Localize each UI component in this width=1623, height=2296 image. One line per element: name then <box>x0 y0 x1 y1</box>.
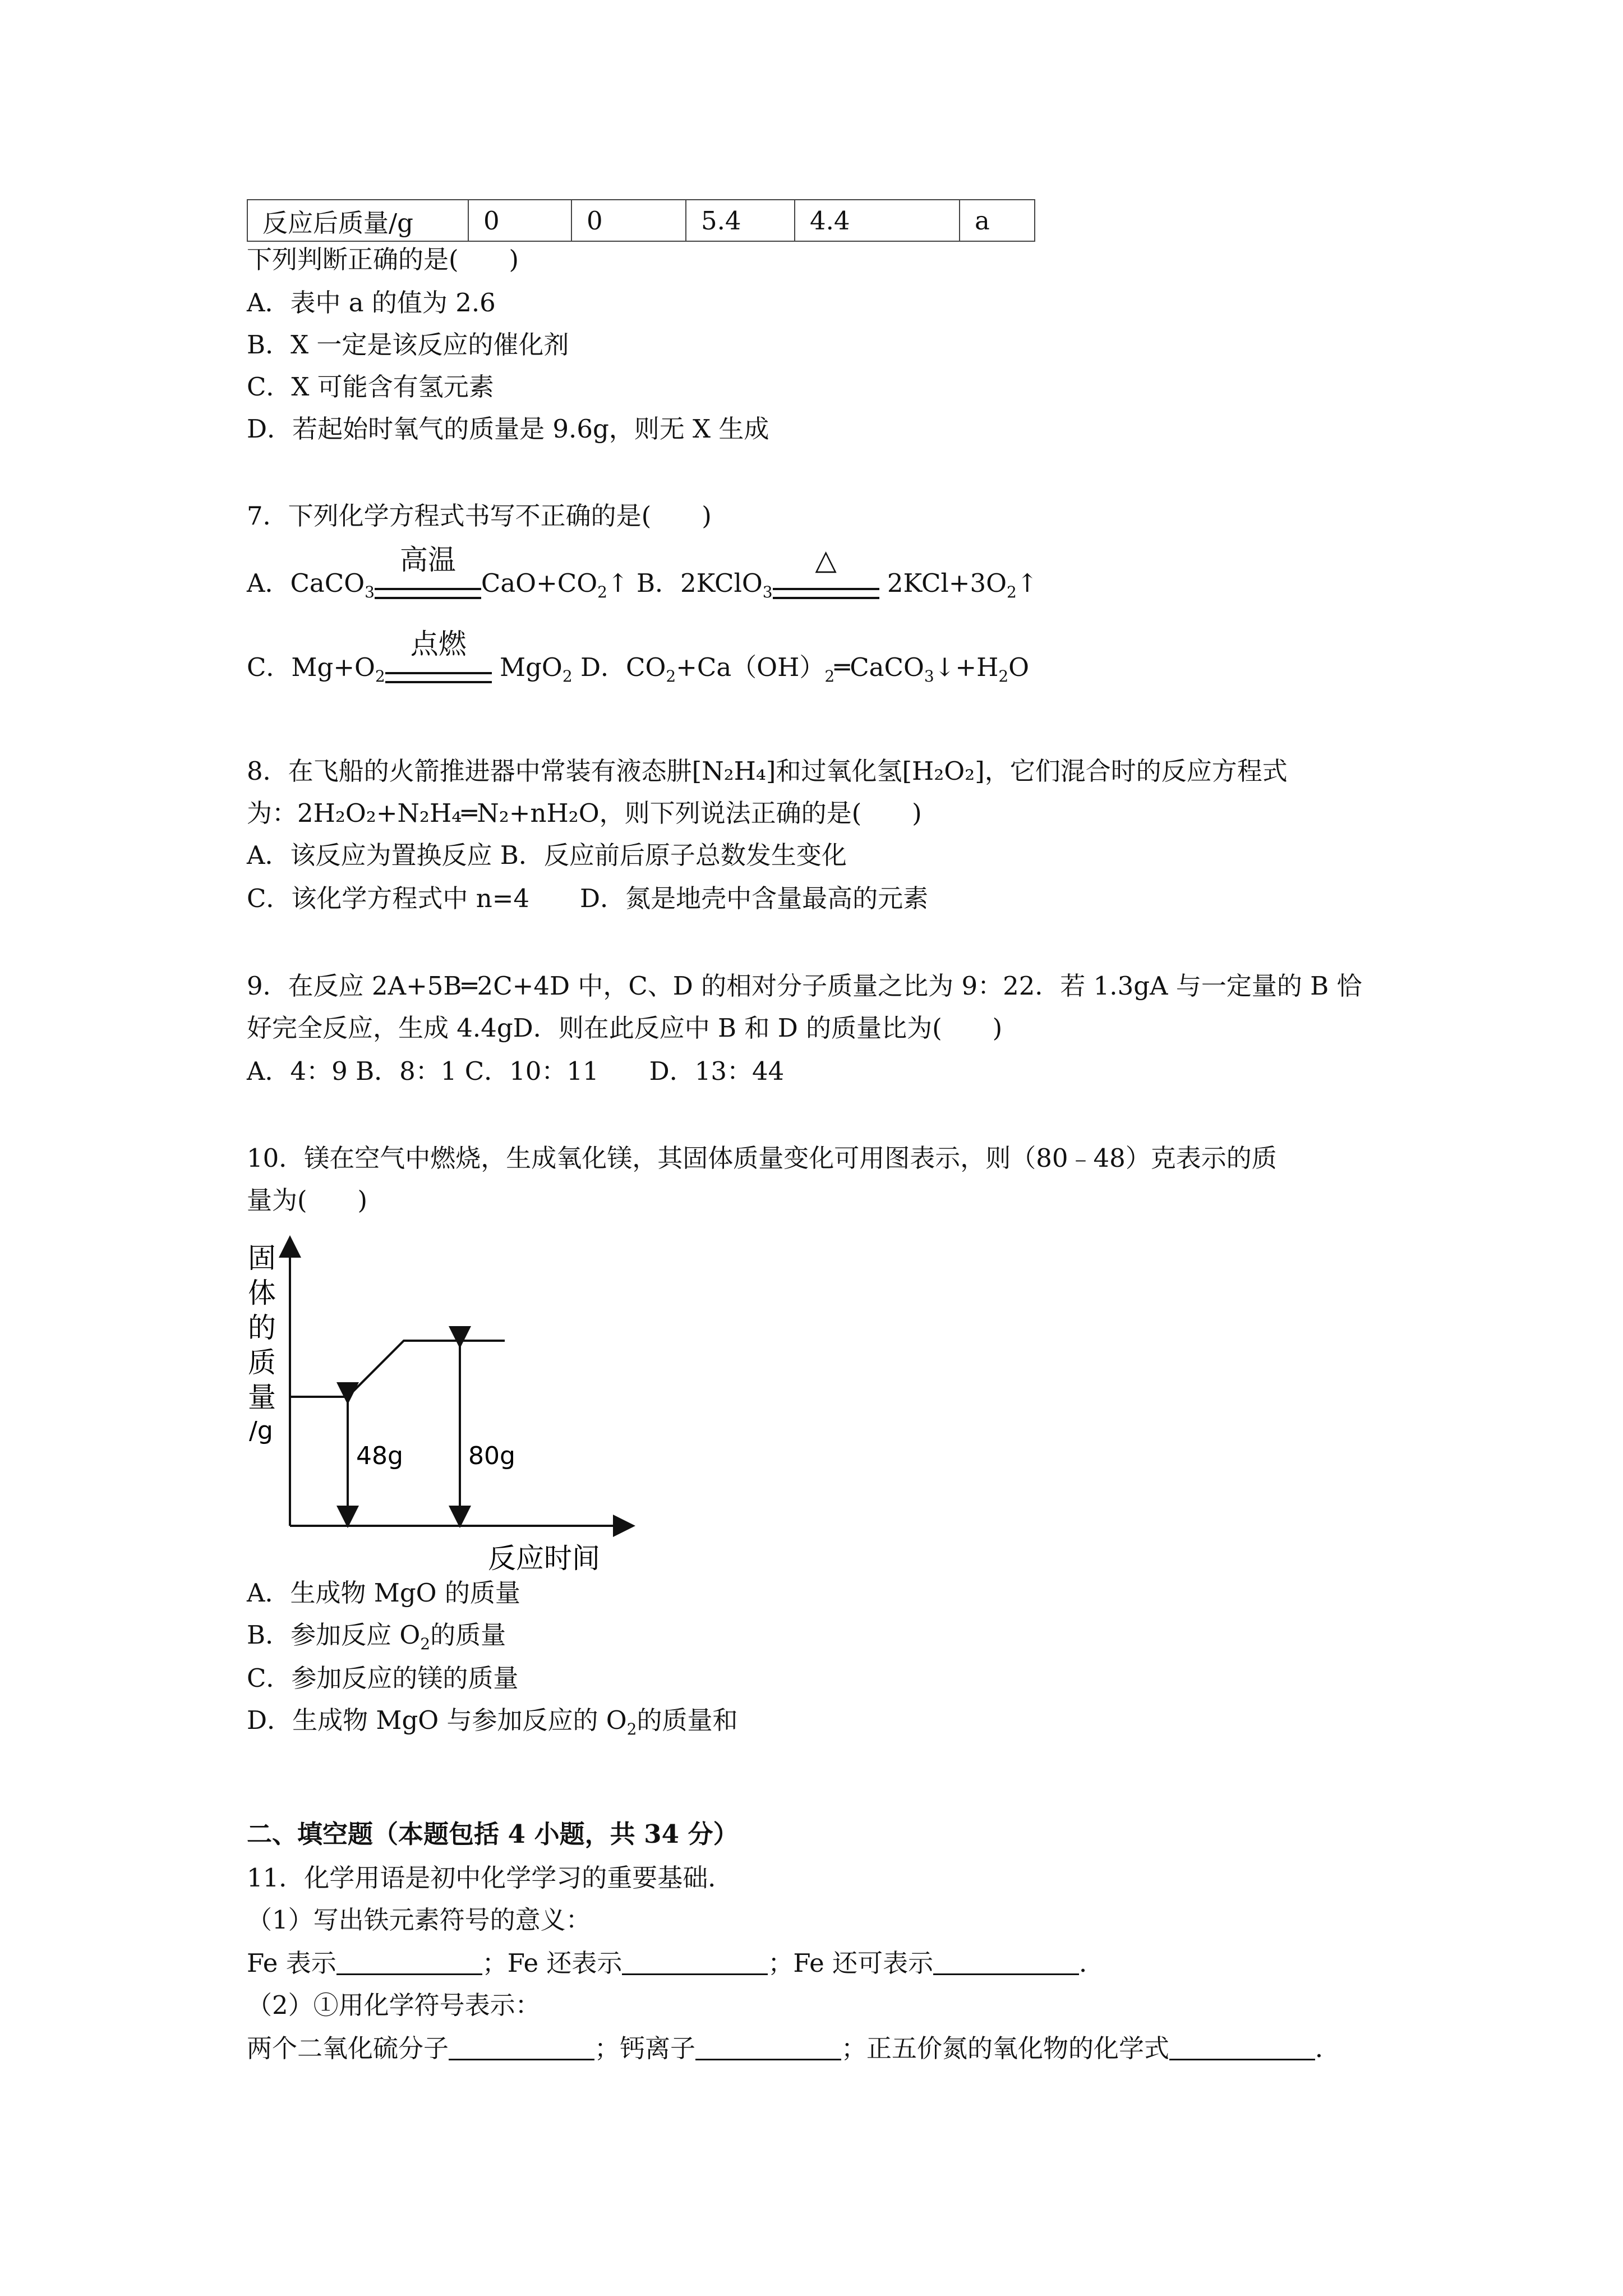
q9-line2: 好完全反应，生成 4.4gD．则在此反应中 B 和 D 的质量比为( ) <box>247 1013 1003 1043</box>
q7-stem: 7．下列化学方程式书写不正确的是( ) <box>247 501 712 531</box>
table-cell: 0 <box>571 200 686 241</box>
q7-options-cd: C．$Mg+O_2$ 点燃 MgO$_2$ D．$CO_2+Ca(OH)_2═CaCO_3↓+H_2O$ <box>247 651 1029 693</box>
q10-option-d: D．生成物 MgO 与参加反应的 $O_2$的质量和 <box>247 1705 738 1738</box>
label-48g: 48g <box>356 1442 403 1470</box>
q6-option-b: B．X 一定是该反应的催化剂 <box>247 330 569 360</box>
q7-options-ab: A．CaCO$_3$ 高温 $CaO+CO_2↑$ B．2KClO$_3$ △ $2KCl+3O_2↑$ <box>247 567 1038 609</box>
section-title: 二、填空题（本题包括 4 小题，共 34 分） <box>247 1819 739 1849</box>
condition-high-temp: 高温 <box>375 576 481 609</box>
q10-line1: 10．镁在空气中燃烧，生成氧化镁，其固体质量变化可用图表示，则（80﹣48）克表示的质 <box>247 1143 1277 1173</box>
q9-options: A．4：9 B．8：1 C．10：11 D．13：44 <box>247 1056 785 1086</box>
q11-symbol-row: 两个二氧化硫分子 ；钙离子 ；正五价氮的氧化物的化学式 ． <box>247 2033 1341 2063</box>
q8-options-cd: C．该化学方程式中 n=4 D．氮是地壳中含量最高的元素 <box>247 884 929 913</box>
q8-options-ab: A．该反应为置换反应 B．反应前后原子总数发生变化 <box>247 840 847 870</box>
data-table <box>247 199 1035 242</box>
q8-line2: 为：2H₂O₂+N₂H₄═N₂+nH₂O，则下列说法正确的是( ) <box>247 798 922 828</box>
answer-blank[interactable] <box>933 1951 1079 1975</box>
q6-stem: 下列判断正确的是( ) <box>247 245 519 274</box>
q10-option-c: C．参加反应的镁的质量 <box>247 1663 519 1693</box>
condition-heat: △ <box>773 576 879 609</box>
table-cell: a <box>960 200 1035 241</box>
y-label-char: 的 <box>248 1312 276 1344</box>
table-cell: 反应后质量/g <box>247 200 468 241</box>
q11-part1: （1）写出铁元素符号的意义： <box>247 1905 591 1935</box>
q10-option-b: B．参加反应 $O_2$的质量 <box>247 1620 506 1653</box>
q11-stem: 11．化学用语是初中化学学习的重要基础． <box>247 1863 734 1893</box>
q8-line1: 8．在飞船的火箭推进器中常装有液态肼[N₂H₄]和过氧化氢[H₂O₂]，它们混合时的反应方程式 <box>247 756 1288 786</box>
q6-option-d: D．若起始时氧气的质量是 9.6g，则无 X 生成 <box>247 414 769 444</box>
answer-blank[interactable] <box>336 1951 482 1975</box>
y-label-char: 体 <box>248 1277 276 1309</box>
answer-blank[interactable] <box>1169 2036 1315 2060</box>
answer-blank[interactable] <box>622 1951 768 1975</box>
label-80g: 80g <box>468 1442 515 1470</box>
q6-option-a: A．表中 a 的值为 2.6 <box>247 288 496 318</box>
q10-line2: 量为( ) <box>247 1185 368 1215</box>
table-cell: 0 <box>468 200 571 241</box>
table-cell: 4.4 <box>795 200 960 241</box>
q9-line1: 9．在反应 2A+5B═2C+4D 中，C、D 的相对分子质量之比为 9：22．若 1.3gA 与一定量的 B 恰 <box>247 971 1362 1001</box>
y-label-char: 质 <box>248 1346 276 1379</box>
mass-curve <box>290 1341 505 1397</box>
y-label-char: 量 <box>248 1381 276 1414</box>
table-cell: 5.4 <box>686 200 795 241</box>
mass-time-graph <box>241 1228 645 1588</box>
y-label-char: /g <box>249 1416 273 1445</box>
table-row <box>247 200 1035 241</box>
q11-part2: （2）①用化学符号表示： <box>247 1990 541 2020</box>
answer-blank[interactable] <box>695 2036 841 2060</box>
q6-option-c: C．X 可能含有氢元素 <box>247 372 494 402</box>
answer-blank[interactable] <box>449 2036 594 2060</box>
q11-fe-row: Fe 表示 ；Fe 还表示 ；Fe 还可表示 ． <box>247 1948 1105 1978</box>
q10-option-a: A．生成物 MgO 的质量 <box>247 1578 520 1608</box>
condition-ignite: 点燃 <box>385 660 492 693</box>
x-axis-label: 反应时间 <box>488 1542 600 1575</box>
y-label-char: 固 <box>248 1242 276 1274</box>
